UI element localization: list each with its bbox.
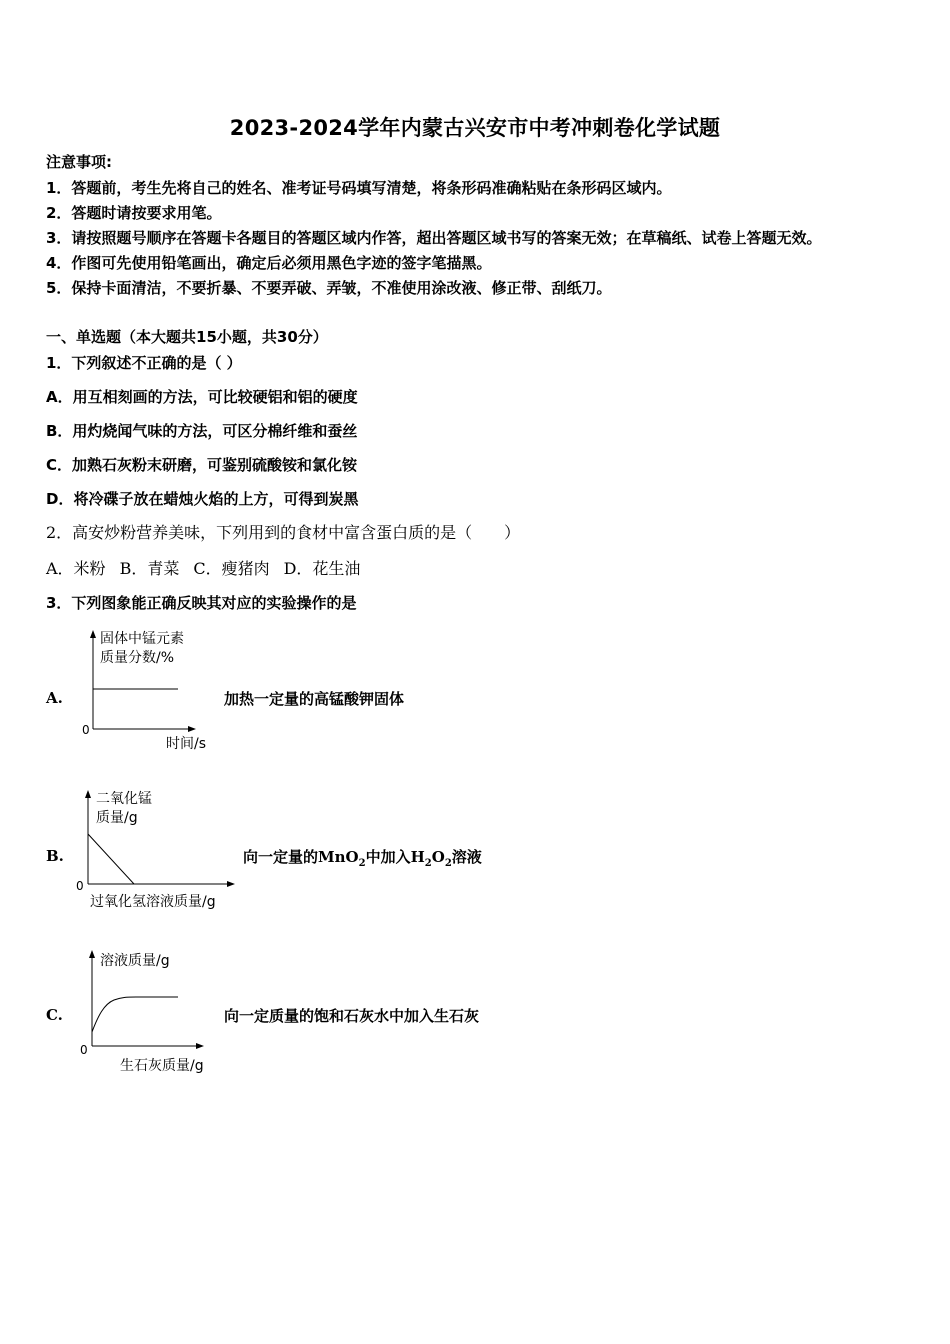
- q3-option-b-letter: B.: [46, 847, 64, 865]
- y-axis-label-line1: 二氧化锰: [96, 791, 152, 807]
- q1-stem: 1．下列叙述不正确的是（ ）: [46, 354, 242, 372]
- notice-item-2: 2．答题时请按要求用笔。: [46, 204, 222, 222]
- notice-item-5: 5．保持卡面清洁，不要折暴、不要弄破、弄皱，不准使用涂改液、修正带、刮纸刀。: [46, 279, 612, 297]
- notice-heading: 注意事项:: [46, 153, 112, 171]
- q2-options: [46, 556, 360, 579]
- origin-label: 0: [82, 723, 90, 737]
- y-arrow: [90, 630, 96, 638]
- q3-option-a-graph: [78, 626, 228, 756]
- formula-mno: MnO: [318, 848, 359, 866]
- y-arrow: [85, 790, 91, 798]
- q3-option-c-graph: [76, 946, 226, 1078]
- formula-o: O: [431, 848, 445, 866]
- caption-text: 溶液: [451, 848, 482, 866]
- q2-option-b: B．青菜: [119, 559, 180, 578]
- x-axis-label: 时间/s: [166, 736, 207, 752]
- q2-option-c: C．瘦猪肉: [193, 559, 270, 578]
- data-curve: [92, 997, 178, 1032]
- x-axis-label: 生石灰质量/g: [120, 1058, 204, 1074]
- q1-option-c: C．加熟石灰粉末研磨，可鉴别硫酸铵和氯化铵: [46, 456, 358, 474]
- q3-option-a-letter: A.: [46, 689, 63, 707]
- y-axis-label-line1: 固体中锰元素: [100, 631, 184, 647]
- page-title: 2023-2024学年内蒙古兴安市中考冲刺卷化学试题: [229, 116, 721, 140]
- q2-option-a: A．米粉: [46, 559, 106, 578]
- q3-stem: 3．下列图象能正确反映其对应的实验操作的是: [46, 594, 357, 612]
- y-axis-label: 溶液质量/g: [100, 953, 170, 969]
- q1-option-a: A．用互相刻画的方法，可比较硬铝和铝的硬度: [46, 388, 358, 406]
- origin-label: 0: [80, 1043, 88, 1057]
- q1-option-b: B．用灼烧闻气味的方法，可区分棉纤维和蚕丝: [46, 422, 358, 440]
- x-axis-label: 过氧化氢溶液质量/g: [90, 894, 216, 910]
- caption-text: 向一定量的: [243, 848, 319, 866]
- y-axis-label-line2: 质量/g: [96, 810, 138, 826]
- notice-item-1: 1．答题前，考生先将自己的姓名、准考证号码填写清楚，将条形码准确粘贴在条形码区域内。: [46, 179, 672, 197]
- formula-sub: 2: [358, 858, 366, 869]
- notice-item-3: 3．请按照题号顺序在答题卡各题目的答题区域内作答，超出答题区域书写的答案无效；在草稿纸、试卷上答题无效。: [46, 229, 822, 247]
- q3-option-b-caption: [243, 846, 482, 869]
- formula-sub: 2: [444, 858, 452, 869]
- x-arrow: [188, 726, 196, 732]
- y-axis-label-line2: 质量分数/%: [100, 650, 175, 666]
- q3-option-c-letter: C.: [46, 1006, 63, 1024]
- q2-option-d: D．花生油: [283, 559, 361, 578]
- x-arrow: [227, 881, 235, 887]
- notice-item-4: 4．作图可先使用铅笔画出，确定后必须用黑色字迹的签字笔描黑。: [46, 254, 492, 272]
- q1-option-d: D．将冷碟子放在蜡烛火焰的上方，可得到炭黑: [46, 490, 359, 508]
- x-arrow: [196, 1043, 204, 1049]
- section-heading: 一、单选题（本大题共15小题，共30分）: [46, 328, 328, 346]
- formula-sub: 2: [424, 858, 432, 869]
- q3-option-a-caption: 加热一定量的高锰酸钾固体: [224, 690, 405, 708]
- q2-stem: 2．高安炒粉营养美味，下列用到的食材中富含蛋白质的是（ ）: [46, 523, 521, 542]
- formula-h: H: [410, 848, 425, 866]
- y-arrow: [89, 950, 95, 958]
- q3-option-b-graph: [74, 786, 249, 916]
- origin-label: 0: [76, 879, 84, 893]
- caption-text: 中加入: [365, 848, 411, 866]
- q3-option-c-caption: 向一定质量的饱和石灰水中加入生石灰: [224, 1007, 480, 1025]
- data-line: [88, 834, 134, 884]
